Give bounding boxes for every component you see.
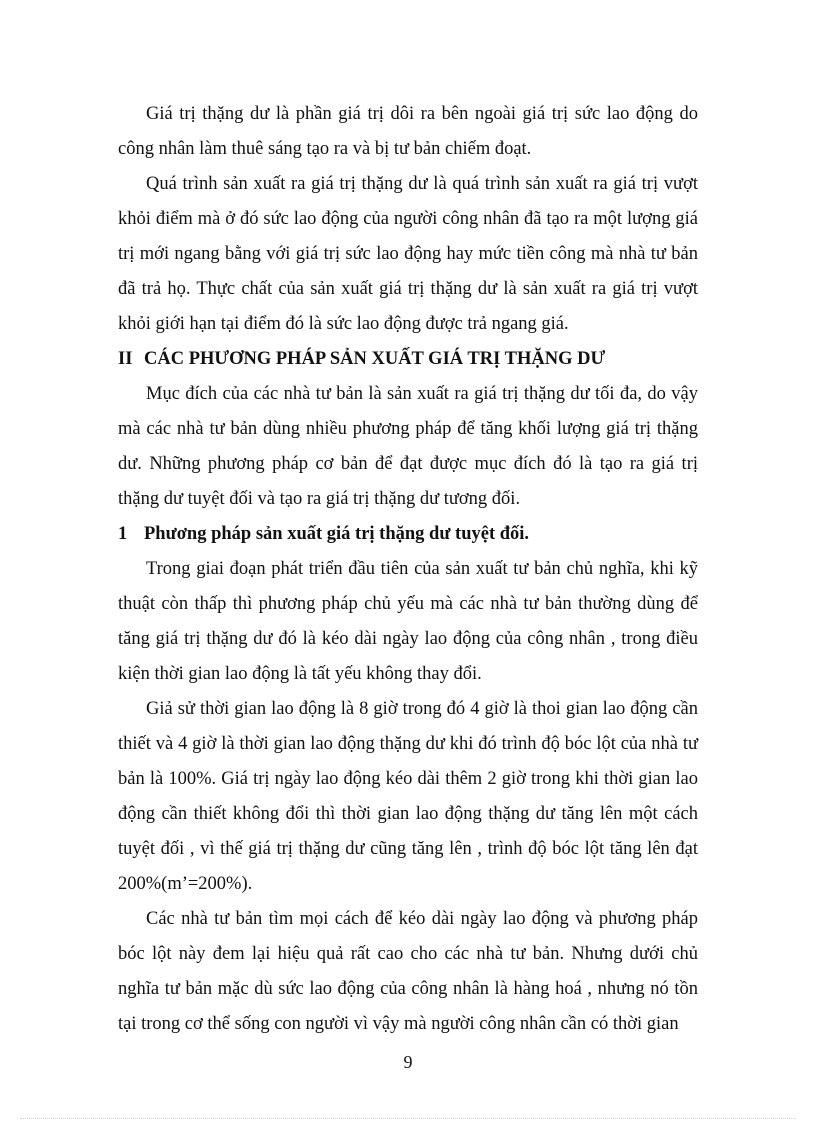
- section-number: II: [118, 349, 133, 369]
- paragraph-early-stage: Trong giai đoạn phát triển đầu tiên của sản xuất tư bản chủ nghĩa, khi kỹ thuật còn thấp thì phương pháp chủ yếu mà các nhà tư bản thường dùng để tăng giá trị thặng dư đó là kéo dài ngày lao động của công nhân , trong điều kiện thời gian lao động là tất yếu không thay đổi.: [118, 559, 698, 684]
- section-heading: [118, 342, 698, 377]
- subsection-heading: [118, 517, 698, 552]
- page-bottom-divider: [20, 1118, 796, 1119]
- page-body: [118, 97, 698, 1042]
- paragraph-extending-workday: Các nhà tư bản tìm mọi cách để kéo dài ngày lao động và phương pháp bóc lột này đem lại hiệu quả rất cao cho các nhà tư bản. Nhưng dưới chủ nghĩa tư bản mặc dù sức lao động của công nhân là hàng hoá , nhưng nó tồn tại trong cơ thể sống con người vì vậy mà người công nhân cần có thời gian: [118, 909, 698, 1034]
- paragraph-example: Giả sử thời gian lao động là 8 giờ trong đó 4 giờ là thoi gian lao động cần thiết và 4 giờ là thời gian lao động thặng dư khi đó trình độ bóc lột của nhà tư bản là 100%. Giá trị ngày lao động kéo dài thêm 2 giờ trong khi thời gian lao động cần thiết không đổi thì thời gian lao động thặng dư tăng lên một cách tuyệt đối , vì thế giá trị thặng dư cũng tăng lên , trình độ bóc lột tăng lên đạt 200%(m’=200%).: [118, 699, 698, 894]
- subsection-number: 1: [118, 524, 128, 544]
- paragraph-methods-intro: Mục đích của các nhà tư bản là sản xuất ra giá trị thặng dư tối đa, do vậy mà các nhà tư bản dùng nhiều phương pháp để tăng khối lượng giá trị thặng dư. Những phương pháp cơ bản để đạt được mục đích đó là tạo ra giá trị thặng dư tuyệt đối và tạo ra giá trị thặng dư tương đối.: [118, 384, 698, 509]
- paragraph-surplus-value-definition: Giá trị thặng dư là phần giá trị dôi ra bên ngoài giá trị sức lao động do công nhân làm thuê sáng tạo ra và bị tư bản chiếm đoạt.: [118, 104, 698, 159]
- section-title: CÁC PHƯƠNG PHÁP SẢN XUẤT GIÁ TRỊ THẶNG DƯ: [144, 349, 606, 369]
- page-number: 9: [403, 1052, 413, 1072]
- paragraph-surplus-value-production: Quá trình sản xuất ra giá trị thặng dư là quá trình sản xuất ra giá trị vượt khỏi điểm mà ở đó sức lao động của người công nhân đã tạo ra một lượng giá trị mới ngang bằng với giá trị sức lao động hay mức tiền công mà nhà tư bản đã trả họ. Thực chất của sản xuất giá trị thặng dư là sản xuất ra giá trị vượt khỏi giới hạn tại điểm đó là sức lao động được trả ngang giá.: [118, 174, 698, 334]
- subsection-title: Phương pháp sản xuất giá trị thặng dư tuyệt đối.: [144, 524, 530, 544]
